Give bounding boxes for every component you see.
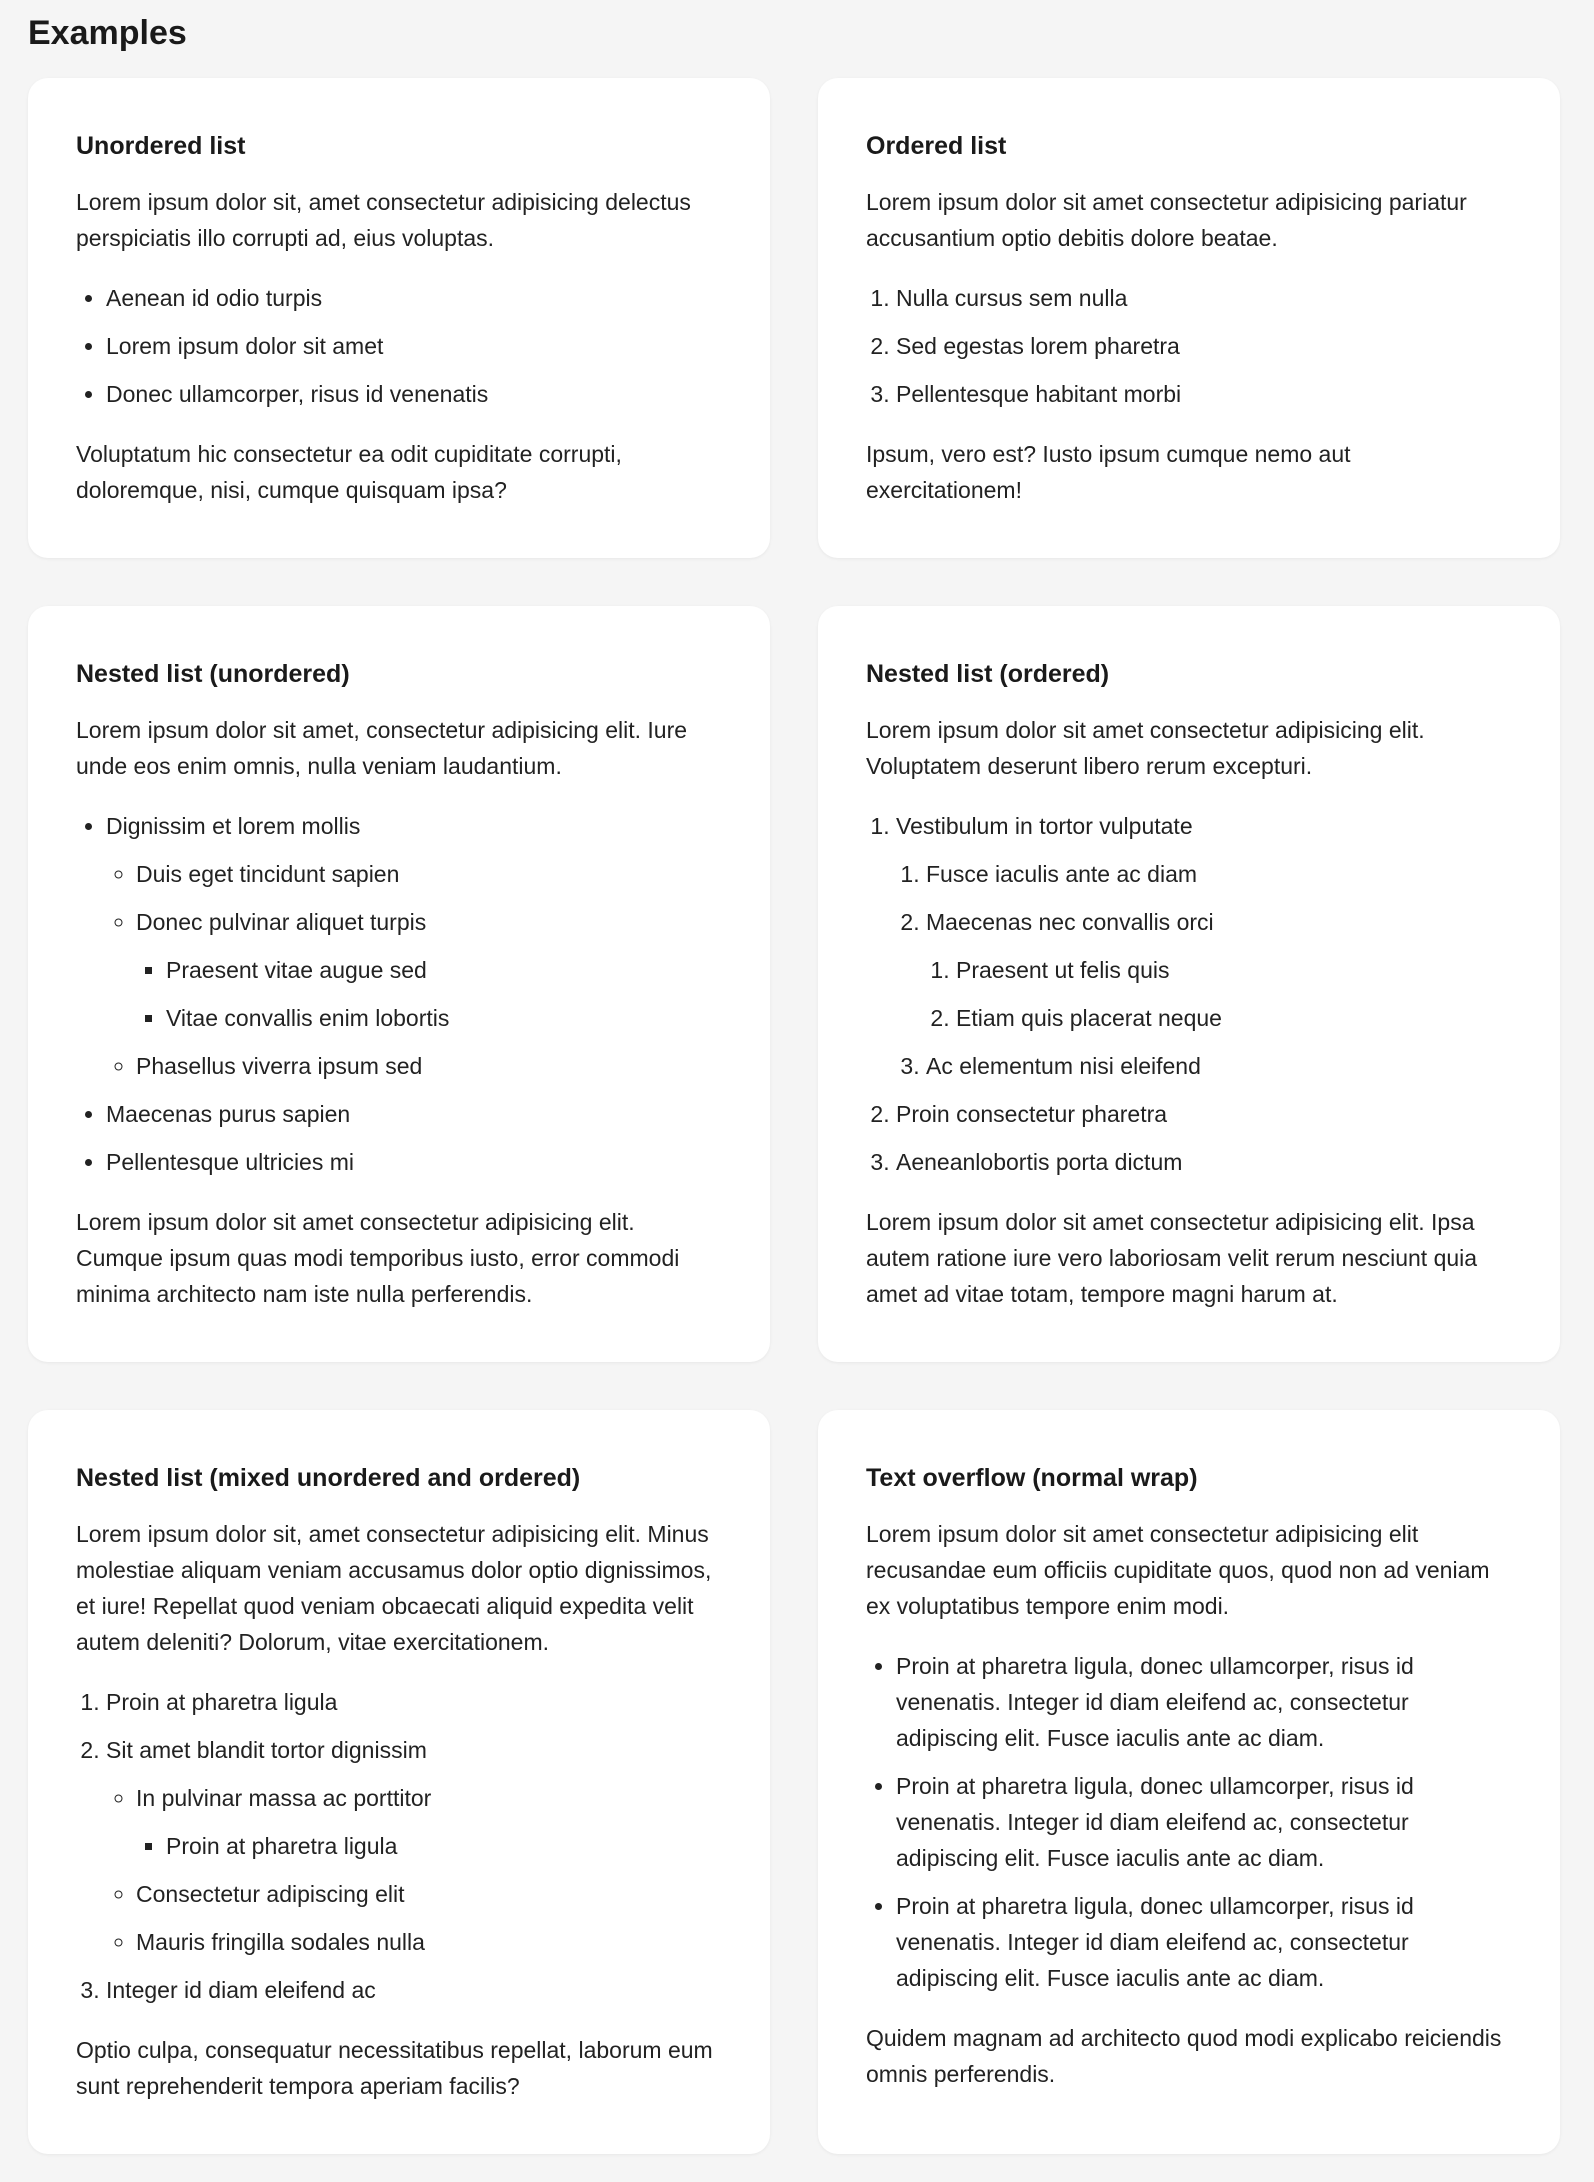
sub-list: [106, 856, 722, 1084]
list-item: • Proin at pharetra ligula, donec ullamcorper, risus id venenatis. Integer id diam eleifend ac, consectetur adipiscing elit. Fusce iaculis ante ac diam.: [896, 1648, 1512, 1756]
list-item: ◦ Mauris fringilla sodales nulla: [136, 1924, 722, 1960]
page-title: Examples: [28, 14, 187, 52]
list-item-label: Donec pulvinar aliquet turpis: [136, 909, 427, 935]
sub-sub-list: [926, 952, 1512, 1036]
nested-mixed-list: [76, 1684, 722, 2008]
card-intro: Lorem ipsum dolor sit amet consectetur adipisicing elit. Voluptatem deserunt libero rerum excepturi.: [866, 717, 1425, 779]
list-item: 2. Proin consectetur pharetra: [896, 1096, 1512, 1132]
overflow-list: [866, 1648, 1512, 1996]
card-outro: Quidem magnam ad architecto quod modi explicabo reiciendis omnis perferendis.: [866, 2025, 1502, 2087]
card-intro: Lorem ipsum dolor sit amet consectetur adipisicing pariatur accusantium optio debitis dolore beatae.: [866, 189, 1467, 251]
list-item: [136, 1780, 722, 1864]
sub-list: [896, 856, 1512, 1084]
sub-list: [106, 1780, 722, 1960]
card-nested-mixed: [28, 1410, 770, 2154]
sub-sub-list: [136, 1828, 722, 1864]
card-intro: Lorem ipsum dolor sit amet consectetur adipisicing elit recusandae eum officiis cupiditate quos, quod non ad veniam ex voluptatibus tempore enim modi.: [866, 1521, 1490, 1619]
card-text-overflow: [818, 1410, 1560, 2154]
card-title: Ordered list: [866, 132, 1007, 160]
list-item: 1. Proin at pharetra ligula: [106, 1684, 722, 1720]
list-item: [106, 1732, 722, 1960]
sub-sub-list: [136, 952, 722, 1036]
list-item: 1. Praesent ut felis quis: [956, 952, 1512, 988]
list-item-label: Sit amet blandit tortor dignissim: [106, 1737, 427, 1763]
list-item: • Proin at pharetra ligula, donec ullamcorper, risus id venenatis. Integer id diam eleifend ac, consectetur adipiscing elit. Fusce iaculis ante ac diam.: [896, 1888, 1512, 1996]
card-intro: Lorem ipsum dolor sit, amet consectetur adipisicing delectus perspiciatis illo corrupti ad, eius voluptas.: [76, 189, 691, 251]
nested-unordered-list: [76, 808, 722, 1180]
list-item-label: In pulvinar massa ac porttitor: [136, 1785, 432, 1811]
list-item: ▪ Proin at pharetra ligula: [166, 1828, 722, 1864]
list-item-label: Dignissim et lorem mollis: [106, 813, 361, 839]
list-item: • Pellentesque ultricies mi: [106, 1144, 722, 1180]
card-intro: Lorem ipsum dolor sit, amet consectetur adipisicing elit. Minus molestiae aliquam veniam accusamus dolor optio dignissimos, et iure! Repellat quod veniam obcaecati aliquid expedita velit autem deleniti? Dolorum, vitae exercitationem.: [76, 1521, 712, 1655]
list-item: 2. Etiam quis placerat neque: [956, 1000, 1512, 1036]
card-outro: Lorem ipsum dolor sit amet consectetur adipisicing elit. Cumque ipsum quas modi temporibus iusto, error commodi minima architecto nam iste nulla perferendis.: [76, 1209, 680, 1307]
card-nested-ordered: [818, 606, 1560, 1362]
list-item: 3. Aeneanlobortis porta dictum: [896, 1144, 1512, 1180]
list-item: ◦ Consectetur adipiscing elit: [136, 1876, 722, 1912]
list-item: 3. Ac elementum nisi eleifend: [926, 1048, 1512, 1084]
list-item: 1. Fusce iaculis ante ac diam: [926, 856, 1512, 892]
card-outro: Ipsum, vero est? Iusto ipsum cumque nemo aut exercitationem!: [866, 441, 1351, 503]
list-item: ▪ Vitae convallis enim lobortis: [166, 1000, 722, 1036]
list-item-label: Vestibulum in tortor vulputate: [896, 813, 1193, 839]
card-ordered-list: [818, 78, 1560, 558]
card-title: Unordered list: [76, 132, 246, 160]
list-item: • Donec ullamcorper, risus id venenatis: [106, 376, 722, 412]
list-item: • Maecenas purus sapien: [106, 1096, 722, 1132]
list-item: 3. Integer id diam eleifend ac: [106, 1972, 722, 2008]
list-item: • Proin at pharetra ligula, donec ullamcorper, risus id venenatis. Integer id diam eleifend ac, consectetur adipiscing elit. Fusce iaculis ante ac diam.: [896, 1768, 1512, 1876]
card-unordered-list: [28, 78, 770, 558]
card-nested-unordered: [28, 606, 770, 1362]
card-title: Nested list (mixed unordered and ordered): [76, 1464, 581, 1492]
list-item: 3. Pellentesque habitant morbi: [896, 376, 1512, 412]
list-item: ◦ Phasellus viverra ipsum sed: [136, 1048, 722, 1084]
list-item: 1. Nulla cursus sem nulla: [896, 280, 1512, 316]
list-item: [136, 904, 722, 1036]
card-outro: Lorem ipsum dolor sit amet consectetur adipisicing elit. Ipsa autem ratione iure vero laboriosam velit rerum nesciunt quia amet ad vitae totam, tempore magni harum at.: [866, 1209, 1478, 1307]
card-outro: Optio culpa, consequatur necessitatibus repellat, laborum eum sunt reprehenderit tempora aperiam facilis?: [76, 2037, 713, 2099]
card-title: Nested list (ordered): [866, 660, 1110, 688]
list-item: [896, 808, 1512, 1084]
list-item: • Lorem ipsum dolor sit amet: [106, 328, 722, 364]
list-item: ▪ Praesent vitae augue sed: [166, 952, 722, 988]
nested-ordered-list: [866, 808, 1512, 1180]
list-item: • Aenean id odio turpis: [106, 280, 722, 316]
list-item: [106, 808, 722, 1084]
ordered-list: [866, 280, 1512, 412]
list-item: 2. Sed egestas lorem pharetra: [896, 328, 1512, 364]
card-intro: Lorem ipsum dolor sit amet, consectetur adipisicing elit. Iure unde eos enim omnis, nulla veniam laudantium.: [76, 717, 688, 779]
list-item-label: Maecenas nec convallis orci: [926, 909, 1214, 935]
card-title: Nested list (unordered): [76, 660, 350, 688]
list-item: [926, 904, 1512, 1036]
card-outro: Voluptatum hic consectetur ea odit cupiditate corrupti, doloremque, nisi, cumque quisquam ipsa?: [76, 441, 622, 503]
card-title: Text overflow (normal wrap): [866, 1464, 1198, 1492]
unordered-list: [76, 280, 722, 412]
list-item: ◦ Duis eget tincidunt sapien: [136, 856, 722, 892]
